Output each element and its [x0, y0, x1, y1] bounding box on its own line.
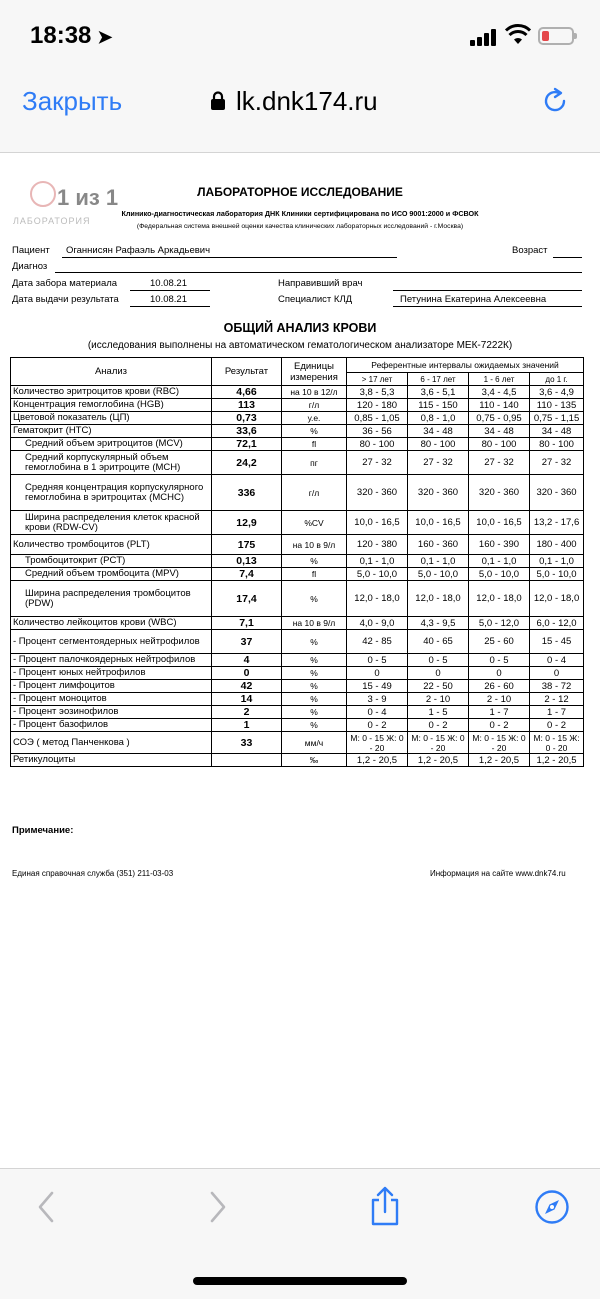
ref-adult: 0 - 5 [347, 654, 408, 667]
analysis-name: СОЭ ( метод Панченкова ) [11, 732, 212, 754]
ref-1-6: 0,75 - 0,95 [469, 412, 530, 425]
unit-value: на 10 в 9/л [282, 535, 347, 555]
ref-adult: 4,0 - 9,0 [347, 617, 408, 630]
lock-icon [210, 91, 226, 111]
result-date-value: 10.08.21 [150, 294, 187, 305]
analysis-name: - Процент лимфоцитов [11, 680, 212, 693]
share-icon[interactable] [367, 1185, 403, 1227]
result-value: 113 [212, 399, 282, 412]
ref-1-6: 26 - 60 [469, 680, 530, 693]
analysis-name: Количество эритроцитов крови (RBC) [11, 386, 212, 399]
analysis-name: Гематокрит (HTC) [11, 425, 212, 438]
ref-6-17: 160 - 360 [408, 535, 469, 555]
ref-6-17: 10,0 - 16,5 [408, 511, 469, 535]
result-value: 14 [212, 693, 282, 706]
table-row [11, 581, 584, 617]
ref-1-6: 0 - 2 [469, 719, 530, 732]
table-row [11, 535, 584, 555]
result-value: 2 [212, 706, 282, 719]
ref-6-17: 3,6 - 5,1 [408, 386, 469, 399]
result-date-line [130, 306, 210, 307]
ref-1-6: 5,0 - 10,0 [469, 568, 530, 581]
close-button[interactable]: Закрыть [22, 86, 123, 116]
unit-value: fl [282, 568, 347, 581]
ref-adult: М: 0 - 15 Ж: 0 - 20 [347, 732, 408, 754]
ref-6-17: 40 - 65 [408, 630, 469, 654]
analysis-name: Средний корпускулярный объем гемоглобина в 1 эритроците (MCH) [11, 451, 212, 475]
ref-6-17: М: 0 - 15 Ж: 0 - 20 [408, 732, 469, 754]
footer-website: Информация на сайте www.dnk74.ru [430, 869, 566, 878]
ref-6-17: 0 [408, 667, 469, 680]
result-value: 336 [212, 475, 282, 511]
doctor-label: Направивший врач [278, 278, 363, 289]
sample-date-label: Дата забора материала [12, 278, 118, 289]
ref-under-1: 0,75 - 1,15 [530, 412, 584, 425]
unit-value: % [282, 693, 347, 706]
result-value: 12,9 [212, 511, 282, 535]
ref-6-17: 1 - 5 [408, 706, 469, 719]
result-value: 37 [212, 630, 282, 654]
ref-1-6: 3,4 - 4,5 [469, 386, 530, 399]
result-value: 33,6 [212, 425, 282, 438]
header-age-under-1: до 1 г. [530, 373, 584, 386]
unit-value: % [282, 667, 347, 680]
url-text: lk.dnk174.ru [236, 86, 378, 116]
result-value: 7,1 [212, 617, 282, 630]
ref-1-6: 160 - 390 [469, 535, 530, 555]
ref-adult: 12,0 - 18,0 [347, 581, 408, 617]
analysis-name: Концентрация гемоглобина (HGB) [11, 399, 212, 412]
battery-icon [538, 27, 574, 45]
header-analysis: Анализ [11, 358, 212, 386]
table-row [11, 617, 584, 630]
table-row [11, 399, 584, 412]
lab-results-table [10, 357, 584, 767]
home-indicator [193, 1277, 407, 1285]
ref-adult: 10,0 - 16,5 [347, 511, 408, 535]
ref-1-6: 110 - 140 [469, 399, 530, 412]
wifi-icon [505, 24, 531, 46]
lab-results-body [11, 386, 584, 767]
cellular-signal-icon [470, 28, 498, 46]
ref-under-1: 0,1 - 1,0 [530, 555, 584, 568]
result-value: 4 [212, 654, 282, 667]
ref-6-17: 115 - 150 [408, 399, 469, 412]
result-value: 72,1 [212, 438, 282, 451]
ref-under-1: 12,0 - 18,0 [530, 581, 584, 617]
table-row [11, 706, 584, 719]
header-age-adult: > 17 лет [347, 373, 408, 386]
ref-adult: 5,0 - 10,0 [347, 568, 408, 581]
ref-under-1: 0 [530, 667, 584, 680]
ref-adult: 36 - 56 [347, 425, 408, 438]
table-row [11, 732, 584, 754]
table-row [11, 568, 584, 581]
unit-value: г/л [282, 399, 347, 412]
chevron-right-icon[interactable] [200, 1189, 234, 1225]
ref-adult: 0 - 4 [347, 706, 408, 719]
ref-6-17: 34 - 48 [408, 425, 469, 438]
ref-6-17: 22 - 50 [408, 680, 469, 693]
ref-1-6: 10,0 - 16,5 [469, 511, 530, 535]
diagnosis-label: Диагноз [12, 261, 48, 272]
ref-1-6: 34 - 48 [469, 425, 530, 438]
table-row [11, 425, 584, 438]
unit-value: на 10 в 9/л [282, 617, 347, 630]
ref-6-17: 0,1 - 1,0 [408, 555, 469, 568]
notes-label: Примечание: [12, 825, 74, 836]
analysis-name: Средний объем эритроцитов (MCV) [11, 438, 212, 451]
ref-under-1: 1 - 7 [530, 706, 584, 719]
analysis-name: - Процент моноцитов [11, 693, 212, 706]
unit-value: % [282, 581, 347, 617]
result-value: 7,4 [212, 568, 282, 581]
table-row [11, 555, 584, 568]
ref-6-17: 320 - 360 [408, 475, 469, 511]
ref-adult: 120 - 180 [347, 399, 408, 412]
ref-1-6: 80 - 100 [469, 438, 530, 451]
unit-value: % [282, 630, 347, 654]
unit-value: пг [282, 451, 347, 475]
unit-value: мм/ч [282, 732, 347, 754]
ref-adult: 80 - 100 [347, 438, 408, 451]
ref-1-6: М: 0 - 15 Ж: 0 - 20 [469, 732, 530, 754]
ref-adult: 0,1 - 1,0 [347, 555, 408, 568]
table-row [11, 630, 584, 654]
sample-date-line [130, 290, 210, 291]
analysis-title: ОБЩИЙ АНАЛИЗ КРОВИ [223, 321, 377, 335]
table-row [11, 667, 584, 680]
document-title: ЛАБОРАТОРНОЕ ИССЛЕДОВАНИЕ [197, 185, 403, 199]
ref-1-6: 0 [469, 667, 530, 680]
ref-under-1: 27 - 32 [530, 451, 584, 475]
analysis-name: Средний объем тромбоцита (MPV) [11, 568, 212, 581]
analysis-name: Средняя концентрация корпускулярного гемоглобина в эритроцитах (MCHC) [11, 475, 212, 511]
analysis-name: Количество лейкоцитов крови (WBC) [11, 617, 212, 630]
sample-date-value: 10.08.21 [150, 278, 187, 289]
analysis-name: Тромбоцитокрит (PCT) [11, 555, 212, 568]
ref-6-17: 12,0 - 18,0 [408, 581, 469, 617]
ref-under-1: 80 - 100 [530, 438, 584, 451]
status-time: 18:38 ➤ [30, 22, 113, 49]
header-result: Результат [212, 358, 282, 386]
ref-adult: 27 - 32 [347, 451, 408, 475]
result-value: 175 [212, 535, 282, 555]
unit-value: у.е. [282, 412, 347, 425]
ref-1-6: 0 - 5 [469, 654, 530, 667]
ref-adult: 0 - 2 [347, 719, 408, 732]
page-counter: 1 из 1 [57, 185, 119, 210]
ref-under-1: 110 - 135 [530, 399, 584, 412]
diagnosis-line [55, 272, 582, 273]
analysis-name: - Процент базофилов [11, 719, 212, 732]
table-row [11, 451, 584, 475]
chevron-left-icon[interactable] [30, 1189, 64, 1225]
ref-under-1: 6,0 - 12,0 [530, 617, 584, 630]
result-value: 42 [212, 680, 282, 693]
browser-nav-bar [0, 70, 600, 153]
ref-under-1: 34 - 48 [530, 425, 584, 438]
specialist-label: Специалист КЛД [278, 294, 353, 305]
unit-value: г/л [282, 475, 347, 511]
analysis-name: - Процент палочкоядерных нейтрофилов [11, 654, 212, 667]
document-subtitle-note: (Федеральная система внешней оценки качества клинических лабораторных исследований - г.Москва) [136, 223, 464, 230]
ref-under-1: 0 - 4 [530, 654, 584, 667]
lab-report-document [0, 153, 600, 1068]
ref-1-6: 5,0 - 12,0 [469, 617, 530, 630]
ref-under-1: 3,6 - 4,9 [530, 386, 584, 399]
doctor-line [393, 290, 582, 291]
ref-under-1: 38 - 72 [530, 680, 584, 693]
age-line [553, 257, 582, 258]
result-value: 1 [212, 719, 282, 732]
ref-6-17: 80 - 100 [408, 438, 469, 451]
ref-adult: 3 - 9 [347, 693, 408, 706]
ref-under-1: 180 - 400 [530, 535, 584, 555]
header-age-1-6: 1 - 6 лет [469, 373, 530, 386]
table-row [11, 654, 584, 667]
ref-adult: 0,85 - 1,05 [347, 412, 408, 425]
ref-under-1: 0 - 2 [530, 719, 584, 732]
ref-under-1: М: 0 - 15 Ж: 0 - 20 [530, 732, 584, 754]
ref-1-6: 27 - 32 [469, 451, 530, 475]
header-reference: Референтные интервалы ожидаемых значений [347, 358, 584, 373]
ref-1-6: 12,0 - 18,0 [469, 581, 530, 617]
ref-6-17: 5,0 - 10,0 [408, 568, 469, 581]
age-label: Возраст [512, 245, 548, 256]
ref-adult: 120 - 380 [347, 535, 408, 555]
table-row [11, 680, 584, 693]
ref-6-17: 27 - 32 [408, 451, 469, 475]
analysis-name: Ширина распределения тромбоцитов (PDW) [11, 581, 212, 617]
result-value: 33 [212, 732, 282, 754]
analysis-name: Количество тромбоцитов (PLT) [11, 535, 212, 555]
result-value: 4,66 [212, 386, 282, 399]
analysis-name: Ретикулоциты [11, 754, 212, 767]
unit-value: % [282, 719, 347, 732]
ref-1-6: 320 - 360 [469, 475, 530, 511]
ref-1-6: 1 - 7 [469, 706, 530, 719]
analysis-name: - Процент юных нейтрофилов [11, 667, 212, 680]
patient-label: Пациент [12, 245, 50, 256]
result-value [212, 754, 282, 767]
table-row [11, 719, 584, 732]
document-subtitle: Клинико-диагностическая лаборатория ДНК Клиники сертифицирована по ИСО 9001:2000 и ФСВОК [121, 209, 479, 218]
table-row [11, 438, 584, 451]
result-value: 0,13 [212, 555, 282, 568]
ref-under-1: 320 - 360 [530, 475, 584, 511]
logo-caption: ЛАБОРАТОРИЯ [13, 216, 91, 226]
table-row [11, 475, 584, 511]
ref-adult: 320 - 360 [347, 475, 408, 511]
compass-icon[interactable] [534, 1189, 570, 1225]
result-value: 0,73 [212, 412, 282, 425]
ref-6-17: 2 - 10 [408, 693, 469, 706]
unit-value: % [282, 425, 347, 438]
ref-6-17: 0,8 - 1,0 [408, 412, 469, 425]
patient-name: Оганнисян Рафаэль Аркадьевич [66, 245, 211, 256]
result-value: 17,4 [212, 581, 282, 617]
url-display[interactable] [210, 86, 378, 117]
table-row [11, 754, 584, 767]
ref-under-1: 5,0 - 10,0 [530, 568, 584, 581]
ref-adult: 3,8 - 5,3 [347, 386, 408, 399]
unit-value: % [282, 555, 347, 568]
ref-adult: 15 - 49 [347, 680, 408, 693]
ref-1-6: 2 - 10 [469, 693, 530, 706]
ref-adult: 42 - 85 [347, 630, 408, 654]
unit-value: ‰ [282, 754, 347, 767]
ref-1-6: 25 - 60 [469, 630, 530, 654]
result-value: 24,2 [212, 451, 282, 475]
ref-1-6: 0,1 - 1,0 [469, 555, 530, 568]
specialist-name: Петунина Екатерина Алексеевна [400, 294, 547, 305]
analysis-subtitle: (исследования выполнены на автоматическом гематологическом анализаторе МЕК-7222К) [87, 340, 513, 351]
status-bar [0, 0, 600, 70]
result-value: 0 [212, 667, 282, 680]
unit-value: % [282, 654, 347, 667]
table-row [11, 386, 584, 399]
ref-under-1: 2 - 12 [530, 693, 584, 706]
ref-6-17: 4,3 - 9,5 [408, 617, 469, 630]
table-row [11, 511, 584, 535]
ref-adult: 1,2 - 20,5 [347, 754, 408, 767]
patient-line [62, 257, 397, 258]
analysis-name: - Процент сегментоядерных нейтрофилов [11, 630, 212, 654]
ref-under-1: 13,2 - 17,6 [530, 511, 584, 535]
analysis-name: - Процент эозинофилов [11, 706, 212, 719]
footer-phone: Единая справочная служба (351) 211-03-03 [12, 869, 174, 878]
ref-under-1: 15 - 45 [530, 630, 584, 654]
unit-value: на 10 в 12/л [282, 386, 347, 399]
unit-value: % [282, 706, 347, 719]
ref-adult: 0 [347, 667, 408, 680]
unit-value: % [282, 680, 347, 693]
ref-6-17: 0 - 5 [408, 654, 469, 667]
ref-6-17: 1,2 - 20,5 [408, 754, 469, 767]
ref-6-17: 0 - 2 [408, 719, 469, 732]
analysis-name: Цветовой показатель (ЦП) [11, 412, 212, 425]
unit-value: fl [282, 438, 347, 451]
reload-icon[interactable] [540, 86, 570, 116]
unit-value: %CV [282, 511, 347, 535]
result-date-label: Дата выдачи результата [12, 294, 119, 305]
analysis-name: Ширина распределения клеток красной крови (RDW-CV) [11, 511, 212, 535]
table-row [11, 693, 584, 706]
header-age-6-17: 6 - 17 лет [408, 373, 469, 386]
ref-under-1: 1,2 - 20,5 [530, 754, 584, 767]
ref-1-6: 1,2 - 20,5 [469, 754, 530, 767]
table-row [11, 412, 584, 425]
location-arrow-icon: ➤ [97, 27, 113, 47]
header-units: Единицы измерения [282, 358, 347, 386]
specialist-line [393, 306, 582, 307]
